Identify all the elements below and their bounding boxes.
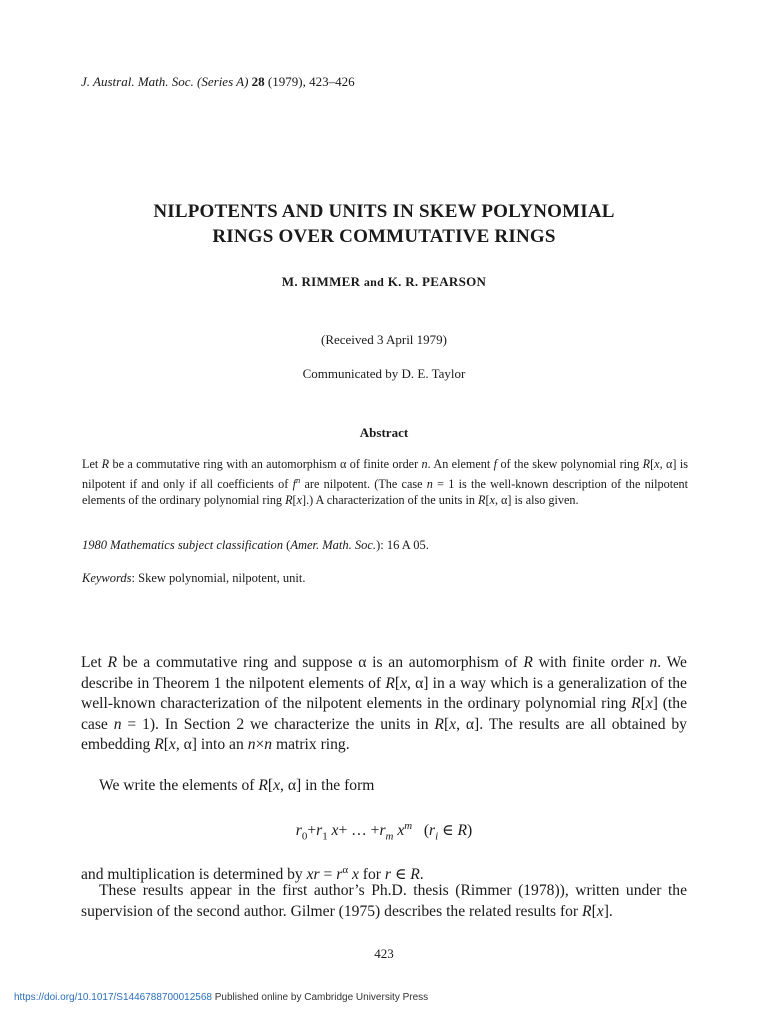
- journal-volume: 28: [251, 74, 265, 89]
- subject-classification: 1980 Mathematics subject classification (Amer. Math. Soc.): 16 A 05.: [82, 538, 429, 552]
- polynomial-formula: $r_0+r_1$ x+ … $+r_m$ $x^m$ ($r_i$ ∈ R): [295, 820, 473, 843]
- authors-connector: and: [363, 275, 385, 289]
- body-paragraph-4: These results appear in the first author’s Ph.D. thesis (Rimmer (1978)), written under the supervision of the second author. Gilmer (1975) describes the related results for R[x].: [81, 882, 687, 920]
- doi-link[interactable]: https://doi.org/10.1017/S1446788700012568: [14, 992, 212, 1003]
- body-paragraph-3: and multiplication is determined by xr = $r^\alpha$ x for r ∈ R.: [81, 864, 424, 884]
- journal-series: (Series A): [197, 74, 249, 89]
- keywords-value: : Skew polynomial, nilpotent, unit.: [131, 571, 306, 585]
- keywords: [82, 571, 306, 586]
- body-paragraph-2: We write the elements of R[x, α] in the form: [99, 777, 375, 794]
- journal-citation: [81, 74, 355, 90]
- abstract-text: Let R be a commutative ring with an automorphism α of finite order n. An element f of the skew polynomial ring R[x, α] is nilpotent if and only if all coefficients of $f^n$ are nilpotent. (The case n = 1 is the well-known description of the nilpotent elements of the ordinary polynomial ring R[x].) A characterization of the units in R[x, α] is also given.: [82, 457, 688, 508]
- published-note: Published online by Cambridge University Press: [211, 992, 429, 1003]
- author-1: M. RIMMER: [281, 274, 361, 289]
- journal-name: J. Austral. Math. Soc.: [81, 74, 194, 89]
- msc-source: Amer. Math. Soc.: [290, 538, 377, 552]
- msc-label: 1980 Mathematics subject classification: [82, 538, 284, 552]
- author-2: K. R. PEARSON: [387, 274, 487, 289]
- body-paragraph-1: Let R be a commutative ring and suppose α is an automorphism of R with finite order n. We describe in Theorem 1 the nilpotent elements of R[x, α] in a way which is a generalization of the well-known characterization of the nilpotent elements in the ordinary polynomial ring R[x] (the case n = 1). In Section 2 we characterize the units in R[x, α]. The results are all obtained by embedding R[x, α] into an n×n matrix ring.: [81, 654, 687, 754]
- keywords-label: Keywords: [82, 571, 132, 585]
- paper-title-line-1: NILPOTENTS AND UNITS IN SKEW POLYNOMIAL: [153, 201, 615, 222]
- journal-year-pages: (1979), 423–426: [267, 74, 355, 89]
- paper-title-line-2: RINGS OVER COMMUTATIVE RINGS: [212, 226, 556, 247]
- communicated-by: Communicated by D. E. Taylor: [302, 366, 466, 381]
- authors: [0, 274, 768, 290]
- page-number: 423: [374, 946, 394, 961]
- abstract-heading: Abstract: [359, 425, 409, 440]
- received-date: (Received 3 April 1979): [321, 332, 447, 347]
- msc-code: 16 A 05.: [386, 538, 429, 552]
- footer: [14, 992, 428, 1003]
